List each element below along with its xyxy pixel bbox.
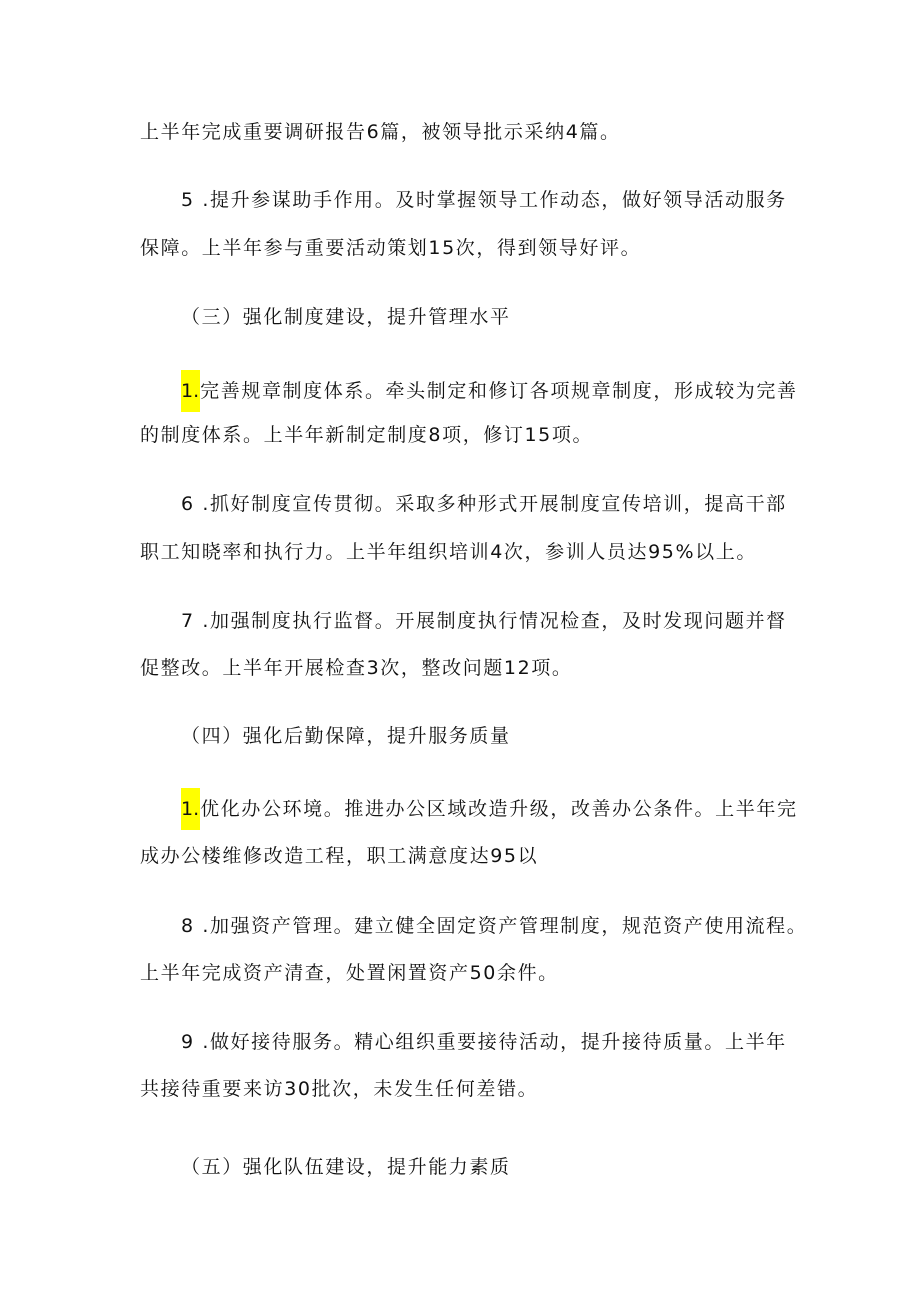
paragraph-line: 共接待重要来访30批次，未发生任何差错。 <box>140 1078 539 1100</box>
paragraph-line: 6 .抓好制度宣传贯彻。采取多种形式开展制度宣传培训，提高干部 <box>181 493 787 515</box>
list-marker-highlighted: 1. <box>181 788 200 830</box>
paragraph-line: 上半年完成资产清查，处置闲置资产50余件。 <box>140 962 559 984</box>
section-heading: （三）强化制度建设，提升管理水平 <box>181 306 511 328</box>
paragraph-line <box>181 796 798 822</box>
paragraph-line: 8 .加强资产管理。建立健全固定资产管理制度，规范资产使用流程。 <box>181 915 808 937</box>
paragraph-line: 7 .加强制度执行监督。开展制度执行情况检查，及时发现问题并督 <box>181 610 787 632</box>
paragraph-line: 保障。上半年参与重要活动策划15次，得到领导好评。 <box>140 237 642 259</box>
section-heading: （五）强化队伍建设，提升能力素质 <box>181 1156 511 1178</box>
paragraph-line: 9 .做好接待服务。精心组织重要接待活动，提升接待质量。上半年 <box>181 1031 787 1053</box>
paragraph-line: 职工知晓率和执行力。上半年组织培训4次，参训人员达95%以上。 <box>140 541 757 563</box>
paragraph-text: 完善规章制度体系。牵头制定和修订各项规章制度，形成较为完善 <box>200 380 798 402</box>
paragraph-text: 优化办公环境。推进办公区域改造升级，改善办公条件。上半年完 <box>200 798 798 820</box>
paragraph-line: 的制度体系。上半年新制定制度8项，修订15项。 <box>140 424 594 446</box>
list-marker-highlighted: 1. <box>181 370 200 412</box>
paragraph-line: 成办公楼维修改造工程，职工满意度达95以 <box>140 845 539 867</box>
paragraph-line: 促整改。上半年开展检查3次，整改问题12项。 <box>140 657 573 679</box>
paragraph-line: 上半年完成重要调研报告6篇，被领导批示采纳4篇。 <box>140 121 621 143</box>
section-heading: （四）强化后勤保障，提升服务质量 <box>181 725 511 747</box>
paragraph-line: 5 .提升参谋助手作用。及时掌握领导工作动态，做好领导活动服务 <box>181 189 787 211</box>
paragraph-line <box>181 378 798 404</box>
